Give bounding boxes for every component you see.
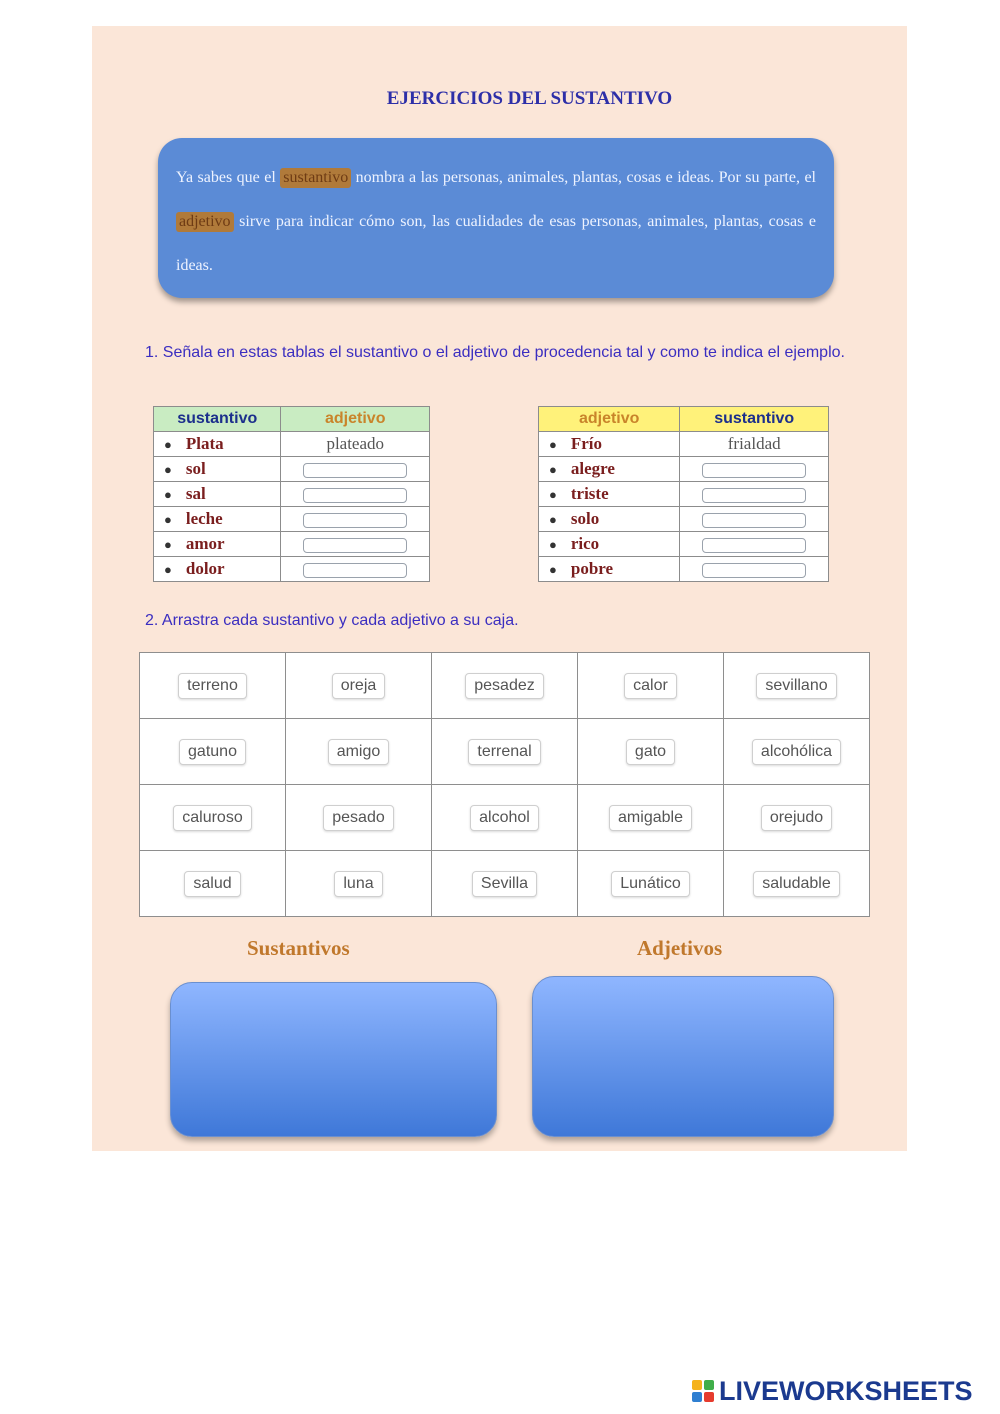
bullet-icon: ●	[549, 537, 557, 552]
grid-cell	[578, 653, 724, 719]
table-row	[154, 432, 430, 457]
bullet-icon: ●	[164, 562, 172, 577]
answer-cell	[680, 532, 829, 557]
grid-cell	[432, 653, 578, 719]
draggable-word-chip[interactable]: oreja	[332, 673, 386, 699]
answer-cell	[680, 557, 829, 582]
table-adjetivo-sustantivo	[538, 406, 829, 582]
adjetivos-drop-box[interactable]	[532, 976, 834, 1137]
exercise2-instruction: 2. Arrastra cada sustantivo y cada adjetivo a su caja.	[145, 612, 519, 629]
sustantivos-drop-box[interactable]	[170, 982, 497, 1137]
sustantivos-label: Sustantivos	[247, 936, 350, 960]
draggable-word-chip[interactable]: calor	[624, 673, 677, 699]
word-label: pobre	[570, 559, 614, 578]
bullet-icon: ●	[549, 462, 557, 477]
grid-cell	[578, 785, 724, 851]
draggable-word-chip[interactable]: gato	[626, 739, 675, 765]
draggable-word-chip[interactable]: pesado	[323, 805, 394, 831]
answer-input[interactable]	[702, 513, 806, 528]
answer-cell	[680, 457, 829, 482]
grid-cell	[140, 851, 286, 917]
draggable-word-chip[interactable]: luna	[334, 871, 382, 897]
grid-cell	[286, 719, 432, 785]
draggable-word-chip[interactable]: alcohólica	[752, 739, 841, 765]
answer-input[interactable]	[702, 488, 806, 503]
intro-text-1: Ya sabes que el	[176, 169, 276, 186]
intro-text-3: sirve para indicar cómo son, las cualidades de esas personas, animales, plantas, cosas e ideas.	[176, 213, 817, 274]
bullet-icon: ●	[549, 512, 557, 527]
word-cell	[539, 457, 680, 482]
grid-cell	[432, 851, 578, 917]
answer-input[interactable]	[702, 538, 806, 553]
word-cell	[539, 432, 680, 457]
example-answer: frialdad	[680, 432, 829, 457]
intro-text-2: nombra a las personas, animales, plantas, cosas e ideas. Por su parte, el	[355, 169, 817, 186]
grid-row	[140, 653, 870, 719]
table-sustantivo-adjetivo	[153, 406, 430, 582]
draggable-word-chip[interactable]: terreno	[178, 673, 247, 699]
draggable-word-chip[interactable]: terrenal	[468, 739, 540, 765]
bullet-icon: ●	[164, 462, 172, 477]
draggable-word-chip[interactable]: amigo	[328, 739, 390, 765]
grid-row	[140, 851, 870, 917]
grid-cell	[724, 851, 870, 917]
table-row	[539, 457, 829, 482]
grid-cell	[140, 653, 286, 719]
draggable-word-chip[interactable]: Lunático	[611, 871, 690, 897]
grid-cell	[140, 785, 286, 851]
answer-cell	[281, 507, 430, 532]
word-cell	[154, 557, 281, 582]
answer-input[interactable]	[702, 563, 806, 578]
grid-cell	[286, 851, 432, 917]
grid-cell	[432, 785, 578, 851]
drag-word-grid	[139, 652, 870, 917]
draggable-word-chip[interactable]: alcohol	[470, 805, 539, 831]
header-adjetivo: adjetivo	[281, 407, 430, 432]
header-sustantivo: sustantivo	[680, 407, 829, 432]
word-label: sol	[185, 459, 206, 478]
word-cell	[154, 532, 281, 557]
adjetivos-label: Adjetivos	[637, 936, 723, 960]
header-adjetivo: adjetivo	[539, 407, 680, 432]
answer-input[interactable]	[303, 463, 407, 478]
answer-cell	[281, 532, 430, 557]
word-label: dolor	[185, 559, 225, 578]
bullet-icon: ●	[164, 487, 172, 502]
word-label: amor	[185, 534, 225, 553]
answer-cell	[281, 557, 430, 582]
liveworksheets-logo-icon	[692, 1380, 714, 1402]
word-label: rico	[570, 534, 600, 553]
answer-input[interactable]	[303, 538, 407, 553]
word-label: sal	[185, 484, 206, 503]
answer-input[interactable]	[303, 563, 407, 578]
word-cell	[539, 557, 680, 582]
draggable-word-chip[interactable]: saludable	[753, 871, 840, 897]
bullet-icon: ●	[164, 537, 172, 552]
bullet-icon: ●	[549, 487, 557, 502]
word-label: leche	[185, 509, 223, 528]
draggable-word-chip[interactable]: caluroso	[173, 805, 251, 831]
answer-input[interactable]	[702, 463, 806, 478]
table-row	[539, 432, 829, 457]
word-cell	[539, 532, 680, 557]
word-cell	[539, 482, 680, 507]
grid-cell	[724, 653, 870, 719]
answer-cell	[281, 482, 430, 507]
word-cell	[154, 507, 281, 532]
word-cell	[539, 507, 680, 532]
word-cell	[154, 457, 281, 482]
draggable-word-chip[interactable]: amigable	[609, 805, 692, 831]
bullet-icon: ●	[164, 512, 172, 527]
answer-input[interactable]	[303, 513, 407, 528]
draggable-word-chip[interactable]: orejudo	[761, 805, 832, 831]
table-row	[154, 507, 430, 532]
brand-logo	[692, 1374, 973, 1408]
table-row	[539, 532, 829, 557]
bullet-icon: ●	[549, 437, 557, 452]
draggable-word-chip[interactable]: salud	[184, 871, 240, 897]
draggable-word-chip[interactable]: Sevilla	[472, 871, 537, 897]
highlight-adjetivo: adjetivo	[176, 212, 234, 232]
word-cell	[154, 482, 281, 507]
word-label: triste	[570, 484, 609, 503]
grid-cell	[724, 719, 870, 785]
answer-input[interactable]	[303, 488, 407, 503]
worksheet-page	[92, 26, 907, 1151]
example-answer: plateado	[281, 432, 430, 457]
brand-name: LIVEWORKSHEETS	[719, 1375, 973, 1406]
bullet-icon: ●	[164, 437, 172, 452]
grid-cell	[578, 719, 724, 785]
grid-row	[140, 719, 870, 785]
table-row	[539, 482, 829, 507]
table-row	[154, 482, 430, 507]
word-label: Plata	[185, 434, 224, 453]
table-row	[539, 557, 829, 582]
draggable-word-chip[interactable]: gatuno	[179, 739, 246, 765]
intro-box	[158, 138, 834, 298]
table-row	[154, 457, 430, 482]
word-label: alegre	[570, 459, 615, 478]
draggable-word-chip[interactable]: pesadez	[465, 673, 544, 699]
grid-row	[140, 785, 870, 851]
grid-cell	[140, 719, 286, 785]
bullet-icon: ●	[549, 562, 557, 577]
grid-cell	[578, 851, 724, 917]
word-cell	[154, 432, 281, 457]
table-row	[154, 557, 430, 582]
grid-cell	[724, 785, 870, 851]
exercise1-instruction: 1. Señala en estas tablas el sustantivo o el adjetivo de procedencia tal y como te indica el ejemplo.	[145, 344, 845, 361]
answer-cell	[680, 507, 829, 532]
draggable-word-chip[interactable]: sevillano	[756, 673, 836, 699]
word-label: Frío	[570, 434, 603, 453]
answer-cell	[281, 457, 430, 482]
header-sustantivo: sustantivo	[154, 407, 281, 432]
answer-cell	[680, 482, 829, 507]
word-label: solo	[570, 509, 600, 528]
table-row	[539, 507, 829, 532]
table-row	[154, 532, 430, 557]
grid-cell	[432, 719, 578, 785]
highlight-sustantivo: sustantivo	[280, 168, 351, 188]
grid-cell	[286, 785, 432, 851]
grid-cell	[286, 653, 432, 719]
page-title: EJERCICIOS DEL SUSTANTIVO	[386, 88, 673, 109]
